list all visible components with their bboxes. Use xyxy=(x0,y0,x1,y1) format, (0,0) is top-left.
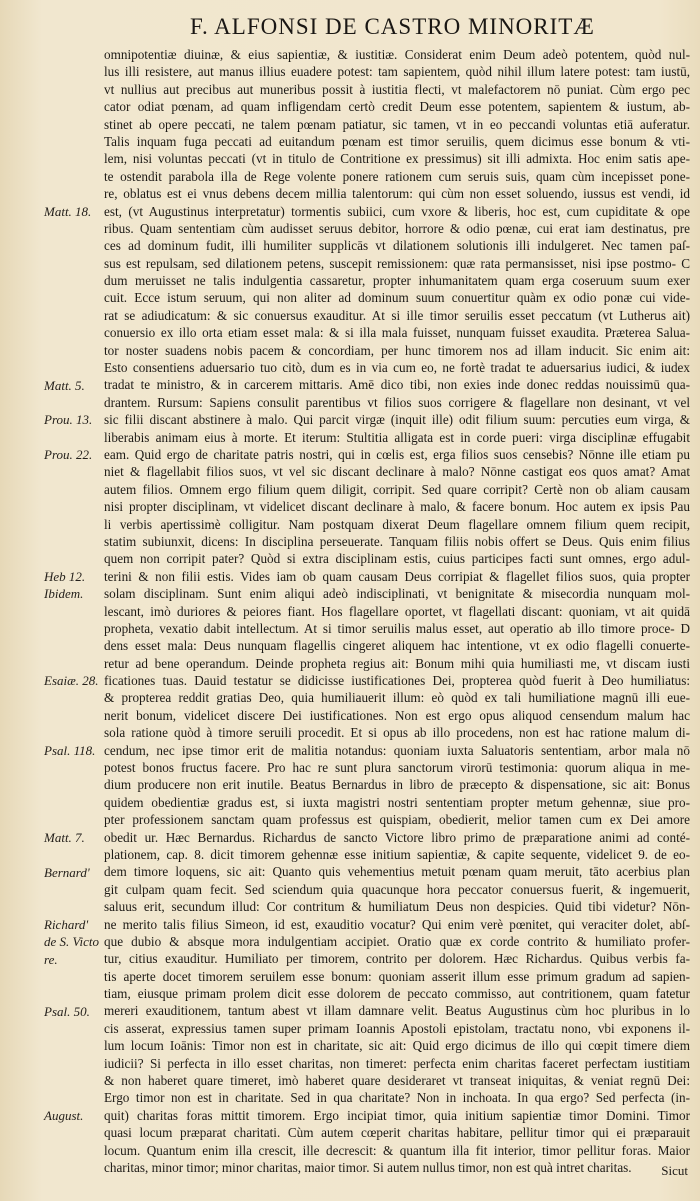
text-line: lus illi resistere, aut manus illius euadere potest: tam sapientem, quòd nihil illum latere potest: tam iustū, xyxy=(104,64,690,80)
marginal-note: re. xyxy=(44,951,58,967)
marginal-note: August. xyxy=(44,1108,84,1124)
text-line: niet & flagellabit filios suos, vt vel sic discant declinare à malo? Nōnne castigat eos quos amat? Amat xyxy=(104,464,690,480)
text-line: te ostendit parabola illa de Rege volente ponere rationem cum seruis suis, quam cùm incepisset pone- xyxy=(104,168,690,184)
running-head: F. ALFONSI DE CASTRO MINORITÆ xyxy=(190,14,595,39)
text-line: charitas, minor timor; minor charitas, maior timor. Si autem nullus timor, non est quà intret charitas. xyxy=(104,1160,632,1175)
text-line: dum meruisset ne talis indulgentia cassaretur, propter inhumanitatem quam erga coseruum suum exer xyxy=(104,273,690,289)
text-line: ribus. Quam sententiam cùm audisset seruus debitor, horrore & odio pœnæ, cui erat iam destinatus, pre xyxy=(104,220,690,236)
text-line: potest bonos fructus facere. Pro hac re sunt plura sanctorum virorū testimonia: quorum aliqua in me- xyxy=(104,760,690,776)
marginal-note: Matt. 18. xyxy=(44,203,92,219)
text-line: quasi locum præparat charitati. Cùm autem cœperit charitas habitare, pellitur timor qui ei præparauit xyxy=(104,1125,690,1141)
text-line: cis asserat, expressius tamen super primam Ioannis Apostoli epistolam, tractatu nono, vbi exponens il- xyxy=(104,1020,690,1036)
text-line: locum. Quantum enim illa crescit, ille decrescit: & quantum illa fit interior, timor pellitur foras. Maior xyxy=(104,1142,690,1158)
text-line: nisi propter disciplinam, vt videlicet discant declinare à malo, & facere bonum. Hoc autem ex ipsis Pau xyxy=(104,499,690,515)
text-line: Talis inquam fuga peccati ad euitandum pœnam est timor seruilis, quem dicimus esse bonum & vti- xyxy=(104,133,690,149)
marginal-note: Prou. 22. xyxy=(44,447,93,463)
text-line: & propterea reddit gratias Deo, quia humiliauerit illum: eò quòd ex tali humiliatione magnū illi eue- xyxy=(104,690,690,706)
text-line: statim subiunxit, dicens: In disciplina perseuerate. Tanquam filiis nobis offert se Deus. Quis enim filius xyxy=(104,533,690,549)
text-line: retur ad bene operandum. Deinde propheta regius ait: Bonum mihi quia humiliasti me, vt discam iusti xyxy=(104,655,690,671)
text-line: tis aperte docet timorem seruilem esse bonum: quoniam asserit illum esse primum gradum ad sapien- xyxy=(104,968,690,984)
text-line: ficationes tuas. Dauid testatur se didicisse iustificationes Dei, propterea quòd fuerit à Deo humiliatus: xyxy=(104,673,690,689)
text-line: sic filii discant abstinere à malo. Qui parcit virgæ (inquit ille) odit filium suum: percuties eum virga, & xyxy=(104,412,690,428)
text-line: dens esset mala: Deus nunquam flagellis cingeret aliquem hac intentione, vt ex odio flagelli conuerte- xyxy=(104,638,690,654)
text-line: tradat te ministro, & in carcerem mittaris. Amē dico tibi, non exies inde donec reddas nouissimū qua- xyxy=(104,377,690,393)
text-line: quidem obedientiæ gradus est, si iuxta magistri nostri sententiam propter metum gehennæ, siue pro- xyxy=(104,794,690,810)
text-line: est, (vt Augustinus interpretatur) tormentis subiici, cum vxore & liberis, hoc est, cum cupiditate & ope xyxy=(104,203,690,219)
text-line: drantem. Rursum: Sapiens consulit parentibus vt filios suos corrigere & flagellare non desinant, vt vel xyxy=(104,394,690,410)
text-line: dium producere non erit inutile. Beatus Bernardus in libro de præcepto & dispensatione, sic ait: Bonus xyxy=(104,777,690,793)
marginal-note: Esaiæ. 28. xyxy=(44,673,99,689)
text-line: ne merito talis filius Simeon, id est, exauditio vocatur? Qui enim verè pœnitet, qui veraciter dolet, abſ- xyxy=(104,916,690,932)
text-line: iudicii? Si perfecta in illo esset charitas, non timeret: perfecta enim charitas faceret perfectam iustitiam xyxy=(104,1055,690,1071)
marginal-note: Bernard' xyxy=(44,864,90,880)
text-line: que dubio & absque mora indulgentiam accipiet. Oratio quæ ex corde contrito & humiliato profer- xyxy=(104,933,690,949)
text-line: lem, nisi voluntas peccati (vt in titulo de Contritione ex pressimus) sit illi admixta. Hoc enim satis ape- xyxy=(104,151,690,167)
text-line: tor noster suadens nobis pacem & concordiam, per hunc timorem nos ad illam inducit. Sic enim ait: xyxy=(104,342,690,358)
text-line: pter professionem sanctam quam professus est quispiam, obedierit, melior tamen cum ex Dei amore xyxy=(104,812,690,828)
text-line: cator odiat pœnam, ad quam infligendam certò credit Deum esse potentem, sapientem & iustum, ab- xyxy=(104,99,690,115)
marginal-note: Psal. 118. xyxy=(44,743,96,758)
text-line: saluus erit, secundum illud: Cor contritum & humiliatum Deus non despicies. Quid tibi videtur? Nōn- xyxy=(104,899,690,915)
text-line: ces ad dominum fudit, illi humiliter supplicās vt dilationem solutionis illi indulgeret. Nec tamen paſ- xyxy=(104,238,690,254)
text-line: cuit. Ecce istum seruum, qui non aliter ad dominum suum conuertitur quàm ex odio ponæ cui vide- xyxy=(104,290,690,306)
marginal-note: Heb 12. xyxy=(44,569,86,584)
text-line: git culpam quam fecit. Sed sciendum quia quacunque hora peccator conuersus fuerit, & ingemuerit, xyxy=(104,881,690,897)
text-line: re, oblatus est ei vnus debens decem millia talentorum: qui cùm non esset soluendo, iussus est vendi, id xyxy=(104,186,690,202)
text-line: mereri exauditionem, tantum abest vt illam damnare velit. Beatus Augustinus cùm hoc pluribus in lo xyxy=(104,1003,690,1019)
text-line: solam disciplinam. Sunt enim aliqui adeò indisciplinati, vt benignitate & misecordia nunquam mol- xyxy=(104,586,690,602)
marginal-note: Matt. 5. xyxy=(44,377,85,393)
text-line: Esto consentiens aduersario tuo citò, dum es in via cum eo, ne fortè tradat te aduersarius iudici, & iudex xyxy=(104,360,690,376)
marginal-note: Matt. 7. xyxy=(44,830,85,845)
text-line: vt nullius aut precibus aut muneribus possit à iustitia flecti, vt malefactorem nō puniat. Cùm ergo pec xyxy=(104,81,690,97)
marginal-note: Psal. 50. xyxy=(44,1004,90,1019)
text-line: quit) charitas foras mittit timorem. Ergo incipiat timor, quia initium sapientiæ timor Domini. Timor xyxy=(104,1107,690,1123)
text-line: nerit bonum, videlicet discere Dei iustificationes. Non est ergo opus aliquod censendum malum hac xyxy=(104,707,690,723)
text-line: lum locum Ioānis: Timor non est in charitate, sic ait: Quid ergo dicimus de illo qui cœpit timere diem xyxy=(104,1038,690,1054)
catchword: Sicut xyxy=(661,1163,688,1178)
text-line: plationem, cap. 8. dicit timorem gehennæ esse initium sapientiæ, & capite sequente, videlicet 9. de eo- xyxy=(104,846,690,862)
text-line: tiam, eiusque primam prolem dicit esse dolorem de peccato commisso, aut contritionem, quam fatetur xyxy=(104,986,690,1002)
text-line: terini & non filii estis. Vides iam ob quam causam Deus corripiat & flagellet filios suos, quia propter xyxy=(104,568,690,584)
marginal-note: Ibidem. xyxy=(44,586,84,602)
body-text xyxy=(104,46,690,1176)
text-line: eam. Quid ergo de charitate patris nostri, qui in cœlis est, erga filios suos censebis? Nōnne ille etiam pu xyxy=(104,446,690,462)
text-line: tur, citius exauditur. Humiliato per timorem, contrito per dolorem. Hæc Richardus. Quibus verbis fa- xyxy=(104,951,690,967)
text-line: stinet ab opere peccati, ne talem pœnam patiatur, sic tamen, vt in eo peccandi voluntas etiā auferatur. xyxy=(104,116,690,132)
text-line: obedit ur. Hæc Bernardus. Richardus de sancto Victore libro primo de præparatione animi ad conté- xyxy=(104,829,690,845)
text-line: cendum, nec ipse timor erit de malitia notandus: quoniam iuxta Saluatoris sententiam, arbor mala nō xyxy=(104,742,690,758)
text-line: sus est repulsam, sed dilationem petens, suscepit remissionem: quæ rata permansisset, nisi ipse postmo- C xyxy=(104,255,690,271)
text-line: lescant, imò duriores & peiores fiant. Hos flagellare oportet, vt flagellati discant: quoniam, vt ait quidā xyxy=(104,603,690,619)
marginal-note: Prou. 13. xyxy=(44,412,93,428)
text-line: quem non corripit pater? Quòd si extra disciplinam estis, cuius participes facti sunt omnes, ergo adul- xyxy=(104,551,690,567)
marginal-note: de S. Victo xyxy=(44,934,99,950)
text-line: conuersio ex illo orta etiam esset mala: & si illa mala fuisset, nunquam fuisset exaudita. Præterea Salua- xyxy=(104,325,690,341)
text-line: liberabis animam eius à morte. Et iterum: Stultitia alligata est in corde pueri: virga disciplinæ effugabit xyxy=(104,429,690,445)
marginal-note: Richard' xyxy=(44,917,89,932)
text-line: propheta, vexatio dabit intellectum. At si timor seruilis malus esset, aut operatio ab illo timore proce- D xyxy=(104,620,690,636)
text-line: & non haberet quare timeret, imò haberet quare desideraret vt transeat iniquitas, & veniat regnū Dei: xyxy=(104,1073,690,1089)
text-line: sola ratione quòd à timore seruili procedit. Et si opus ab illo procedens, non est hac ratione malum di- xyxy=(104,725,690,741)
text-line: rat se adiudicatum: & sic conuersus exauditur. At si ille timor seruilis esset peccatum (vt Lutherus ait) xyxy=(104,307,690,323)
text-line: omnipotentiæ diuinæ, & eius sapientiæ, & iustitiæ. Considerat enim Deum adeò potentem, quòd nul- xyxy=(104,47,690,62)
text-line: Ergo timor non est in charitate. Sed in qua charitate? Non in inchoata. In qua ergo? Sed perfecta (in- xyxy=(104,1090,690,1106)
text-line: autem filios. Omnem ergo filium quem diligit, corripit. Sed quare corripit? Certè non ob aliam causam xyxy=(104,481,690,497)
text-line: dem timore loquens, sic ait: Quanto quis vehementius metuit pœnam quam meruit, tāto acerbius plan xyxy=(104,864,690,880)
text-line: li verbis apertissimè colligitur. Nam postquam dixerat Deum flagellare omnem filium quem recipit, xyxy=(104,516,690,532)
